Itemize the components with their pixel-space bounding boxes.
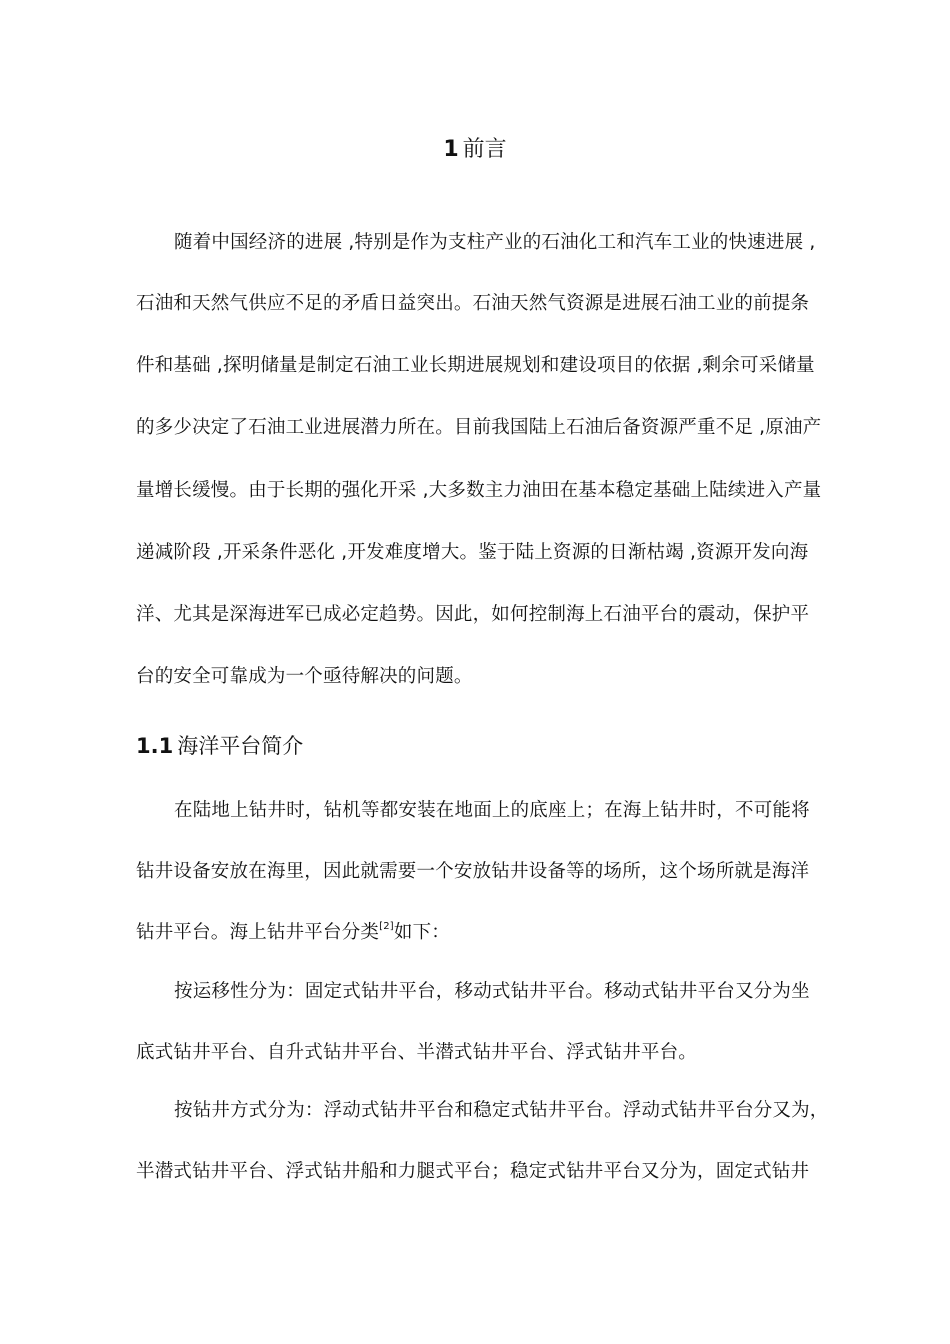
section-heading-1-1 [136, 729, 303, 763]
heading-number: 1 [443, 137, 459, 162]
text-run: 钻井平台。海上钻井平台分类 [136, 922, 380, 943]
paragraph-line: 底式钻井平台、自升式钻井平台、半潜式钻井平台、浮式钻井平台。 [136, 1042, 698, 1063]
heading-title: 前言 [462, 137, 507, 162]
section-heading-1 [0, 133, 950, 167]
paragraph-line: 钻井设备安放在海里，因此就需要一个安放钻井设备等的场所，这个场所就是海洋 [136, 861, 810, 882]
paragraph-line: 石油和天然气供应不足的矛盾日益突出。石油天然气资源是进展石油工业的前提条 [136, 293, 810, 314]
paragraph-line: 随着中国经济的进展 ,特别是作为支柱产业的石油化工和汽车工业的快速进展 , [174, 232, 816, 253]
heading-number: 1.1 [136, 734, 174, 758]
paragraph-line: 递减阶段 ,开采条件恶化 ,开发难度增大。鉴于陆上资源的日渐枯竭 ,资源开发向海 [136, 542, 809, 563]
citation-ref: [2] [379, 921, 394, 932]
paragraph-line: 按钻井方式分为：浮动式钻井平台和稳定式钻井平台。浮动式钻井平台分又为， [174, 1100, 829, 1121]
paragraph-line: 量增长缓慢。由于长期的强化开采 ,大多数主力油田在基本稳定基础上陆续进入产量 [136, 480, 822, 501]
heading-title: 海洋平台简介 [177, 734, 304, 758]
paragraph-line: 在陆地上钻井时，钻机等都安装在地面上的底座上；在海上钻井时，不可能将 [174, 800, 810, 821]
paragraph-line: 件和基础 ,探明储量是制定石油工业长期进展规划和建设项目的依据 ,剩余可采储量 [136, 355, 815, 376]
paragraph-line: 按运移性分为：固定式钻井平台，移动式钻井平台。移动式钻井平台又分为坐 [174, 981, 810, 1002]
paragraph-line: 洋、尤其是深海进军已成必定趋势。因此，如何控制海上石油平台的震动，保护平 [136, 604, 810, 625]
paragraph-line: 的多少决定了石油工业进展潜力所在。目前我国陆上石油后备资源严重不足 ,原油产 [136, 417, 822, 438]
text-run: 如下： [393, 922, 450, 943]
paragraph-line: 半潜式钻井平台、浮式钻井船和力腿式平台；稳定式钻井平台又分为，固定式钻井 [136, 1161, 810, 1182]
paragraph-line-with-citation [136, 918, 836, 948]
paragraph-line: 台的安全可靠成为一个亟待解决的问题。 [136, 666, 473, 687]
